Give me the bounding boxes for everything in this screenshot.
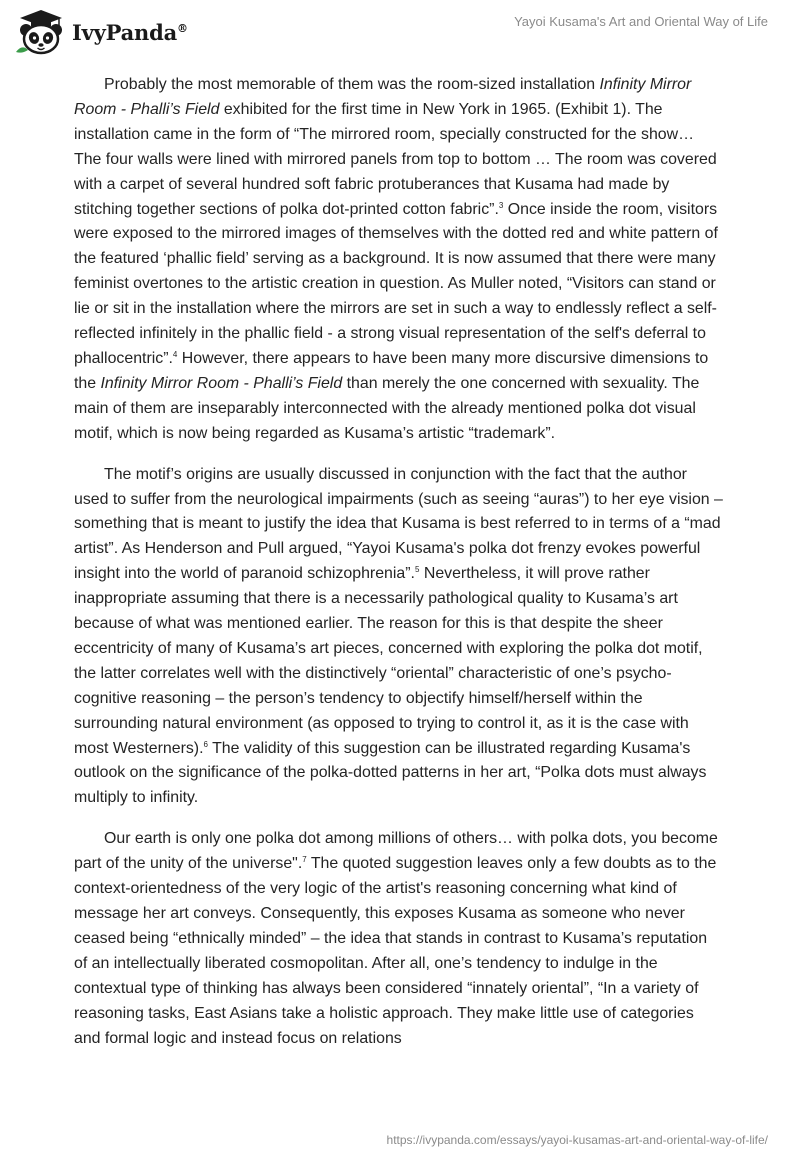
paragraph-text: However, there appears to have been many more discursive dimensions to the [74,349,709,392]
paragraph-text: exhibited for the first time in New York in 1965. (Exhibit 1). The installation came in the form of “The mirrored room, specially constructed for the show… The four walls were lined with mirrored panels from top to bottom … The room was covered with a carpet of several hundred soft fabric protuberances that Kusama had made by stitching together sections of polka dot-printed cotton fabric”. [74,100,717,218]
panda-graduate-icon [14,8,68,56]
ivypanda-logo[interactable] [14,8,188,56]
paragraph-text: Our earth is only one polka dot among millions of others… with polka dots, you become part of the unity of the universe". [74,830,718,873]
paragraph [74,463,724,812]
paragraph-text: The motif’s origins are usually discussed in conjunction with the fact that the author used to suffer from the neurological impairments (such as seeing “auras”) to her eye vision – something that is meant to justify the idea that Kusama is best referred to in terms of a “mad artist”. As Henderson and Pull argued, “Yayoi Kusama's polka dot frenzy evokes powerful insight into the world of paranoid schizophrenia”. [74,465,723,583]
source-url[interactable]: https://ivypanda.com/essays/yayoi-kusamas-art-and-oriental-way-of-life/ [386,1133,768,1147]
paragraph-text: Nevertheless, it will prove rather inappropriate assuming that there is a necessarily pathological quality to Kusama’s art because of what was mentioned earlier. The reason for this is that despite the sheer eccentricity of many of Kusama’s art pieces, concerned with exploring the polka dot motif, the latter correlates well with the distinctively “oriental” characteristic of one’s psycho-cognitive reasoning – the person’s tendency to objectify himself/herself within the surrounding natural environment (as opposed to trying to control it, as it is the case with most Westerners). [74,565,703,757]
paragraph [74,73,724,447]
paragraph-text: The quoted suggestion leaves only a few doubts as to the context-orientedness of the very logic of the artist's reasoning concerning what kind of message her art conveys. Consequently, this exposes Kusama as someone who never ceased being “ethnically minded” – the idea that stands in contrast to Kusama’s reputation of an intellectually liberated cosmopolitan. After all, one’s tendency to indulge in the contextual type of thinking has always been considered “innately oriental”, “In a variety of reasoning tasks, East Asians take a holistic approach. They make little use of categories and formal logic and instead focus on relations [74,855,717,1047]
footnote-reference: 3 [498,200,504,210]
artwork-title: Infinity Mirror Room - Phalli’s Field [74,76,692,118]
footnote-reference: 7 [302,855,307,865]
paragraph-text: Probably the most memorable of them was the room-sized installation [104,76,600,93]
footnote-reference: 4 [172,349,178,359]
paragraph-text: The validity of this suggestion can be illustrated regarding Kusama's outlook on the significance of the polka-dotted patterns in her art, “Polka dots must always multiply to infinity. [74,739,707,807]
paragraph-text: Once inside the room, visitors were exposed to the mirrored images of themselves with the dotted red and white pattern of the featured ‘phallic field’ serving as a background. It is now assumed that there were many feminist overtones to the artistic creation in question. As Muller noted, “Visitors can stand or lie or sit in the installation where the mirrors are set in such a way to endlessly reflect a self-reflected infinitely in the phallic field - a strong visual representation of the self's deferral to phallocentric”. [74,200,718,367]
paragraph [74,827,724,1051]
footnote-reference: 5 [414,565,420,575]
essay-body [74,73,724,1067]
paragraph-text: than merely the one concerned with sexuality. The main of them are inseparably interconnected with the already mentioned polka dot visual motif, which is now being regarded as Kusama’s artistic “trademark”. [74,374,700,442]
footnote-reference: 6 [203,739,208,749]
document-title: Yayoi Kusama's Art and Oriental Way of Life [514,14,768,29]
artwork-title: Infinity Mirror Room - Phalli’s Field [100,374,343,392]
page-header [0,0,800,60]
brand-name: IvyPanda® [72,19,188,45]
